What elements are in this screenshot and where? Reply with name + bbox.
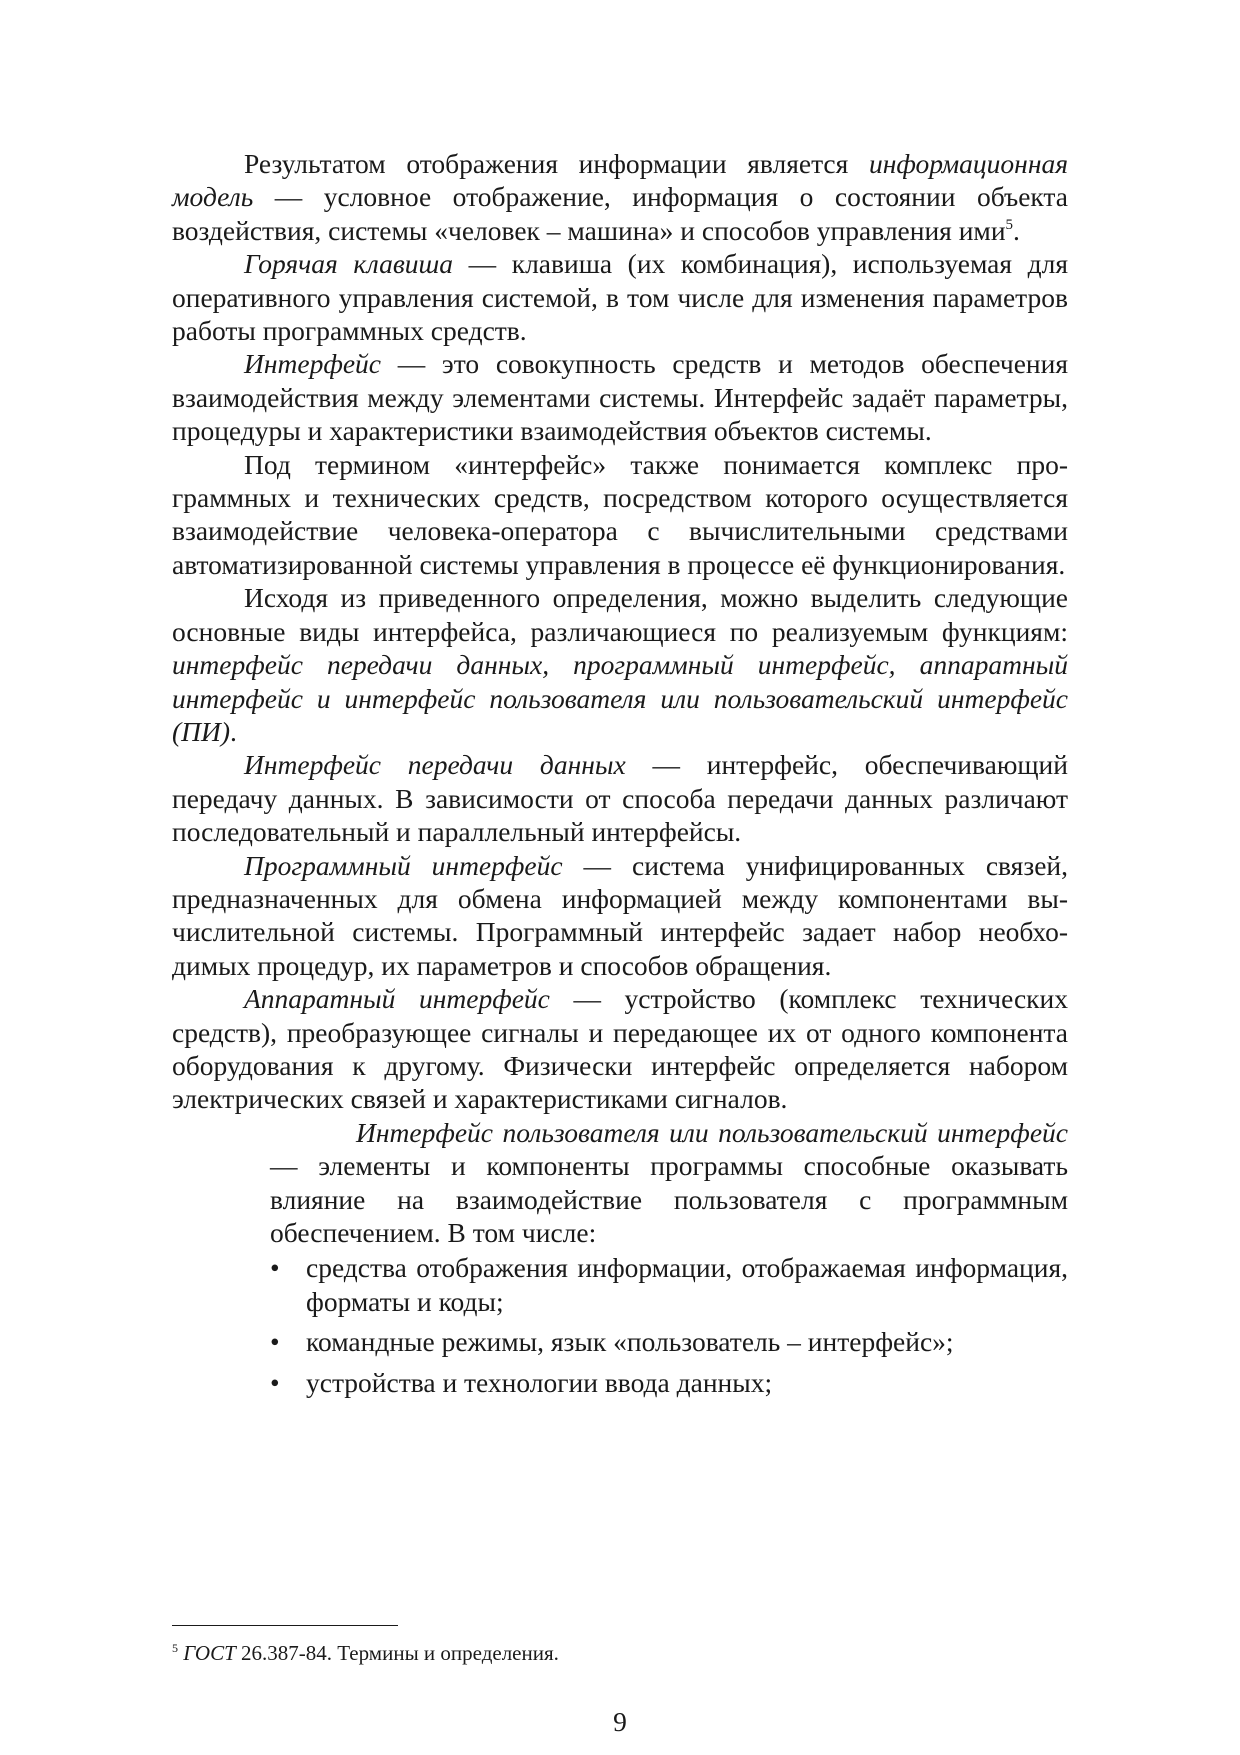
paragraph-hardware-interface [172, 982, 1068, 1116]
paragraph-data-transfer-interface [172, 748, 1068, 848]
term-italic: Горячая клавиша [244, 248, 454, 280]
paragraph-text: — система унифицированных связей, предназначенных для обмена информацией между компонентами вычислительной системы. Программный интерфейс задает набор необходимых процедур, их параметров и способов обращения. [172, 849, 1068, 981]
term-italic: Интерфейс [244, 348, 382, 380]
list-item-text: средства отображения информации, отображаемая информация, форматы и коды; [306, 1252, 1068, 1317]
paragraph-hotkey [172, 247, 1068, 347]
paragraph-text: — условное отображение, информация о состоянии объекта воздействия, системы «человек – машина» и способов управления ими [172, 181, 1068, 246]
paragraph-interface-term [172, 448, 1068, 582]
bullet-icon: • [270, 1252, 280, 1284]
term-italic: интерфейс передачи данных, программный интерфейс, аппаратный интерфейс и интерфейс пользователя или пользовательский интерфейс (ПИ) [172, 649, 1068, 747]
page-number: 9 [613, 1706, 627, 1737]
paragraph-text: — клавиша (их комбинация), используемая для оперативного управления системой, в том числе для изменения параметров работы программных средств. [172, 248, 1068, 347]
bullet-icon: • [270, 1366, 280, 1398]
paragraph-text: — элементы и компоненты программы способные оказывать влияние на взаимодействие пользователя с программным обеспечением. В том числе: [270, 1150, 1068, 1248]
paragraph-text: — устройство (комплекс технических средств), преобразующее сигналы и передающее их от одного компонента оборудования к другому. Физически интерфейс определяется набором электрических связей и характеристиками сигналов. [172, 983, 1069, 1115]
list-item [270, 1251, 1068, 1318]
user-interface-components-list [270, 1251, 1068, 1399]
paragraph-text: — это совокупность средств и методов обеспечения взаимодействия между элементами системы. Интерфейс задаёт параметры, процедуры и характеристики взаимодействия объектов системы. [172, 348, 1068, 447]
bullet-icon: • [270, 1326, 280, 1358]
footnote-number: 5 [172, 1641, 178, 1655]
term-italic: Программный интерфейс [244, 849, 563, 881]
term-italic: Интерфейс передачи данных [244, 749, 626, 781]
footnote-reference[interactable]: 5 [1005, 216, 1014, 233]
paragraph-user-interface [270, 1116, 1068, 1250]
paragraph-text: . [230, 715, 237, 747]
term-italic: Интерфейс пользователя или пользовательский интерфейс [356, 1116, 1068, 1148]
paragraph-text: Результатом отображения информации является [244, 148, 869, 179]
paragraph-text: Под термином «интерфейс» также понимается комплекс программных и технических средств, посредством которого осуществляется взаимодействие человека-оператора с вычислительными средствами автоматизированной системы управления в процессе её функционирования. [172, 448, 1068, 580]
paragraph-text: Исходя из приведенного определения, можно выделить следующие основные виды интерфейса, различающиеся по реализуемым функциям: [172, 582, 1068, 647]
footnote-source: ГОСТ [183, 1641, 236, 1665]
footnote-divider [172, 1625, 398, 1626]
term-italic: Аппаратный интерфейс [244, 983, 550, 1015]
term-italic: информационная модель [172, 148, 1068, 213]
paragraph-interface-types [172, 581, 1068, 748]
paragraph-information-model [172, 147, 1068, 247]
paragraph-software-interface [172, 849, 1068, 983]
footnote-text: 26.387-84. Термины и определения. [235, 1641, 559, 1665]
page-body [172, 147, 1068, 1406]
paragraph-text: . [1013, 214, 1020, 246]
list-item-text: устройства и технологии ввода данных; [306, 1366, 773, 1398]
footnote [172, 1640, 1068, 1666]
list-item [270, 1325, 1068, 1358]
list-item-text: командные режимы, язык «пользователь – интерфейс»; [306, 1326, 954, 1358]
paragraph-text: — интерфейс, обеспечивающий передачу данных. В зависимости от способа передачи данных различают последовательный и параллельный интерфейсы. [172, 749, 1068, 848]
list-item [270, 1366, 1068, 1399]
paragraph-interface [172, 347, 1068, 447]
